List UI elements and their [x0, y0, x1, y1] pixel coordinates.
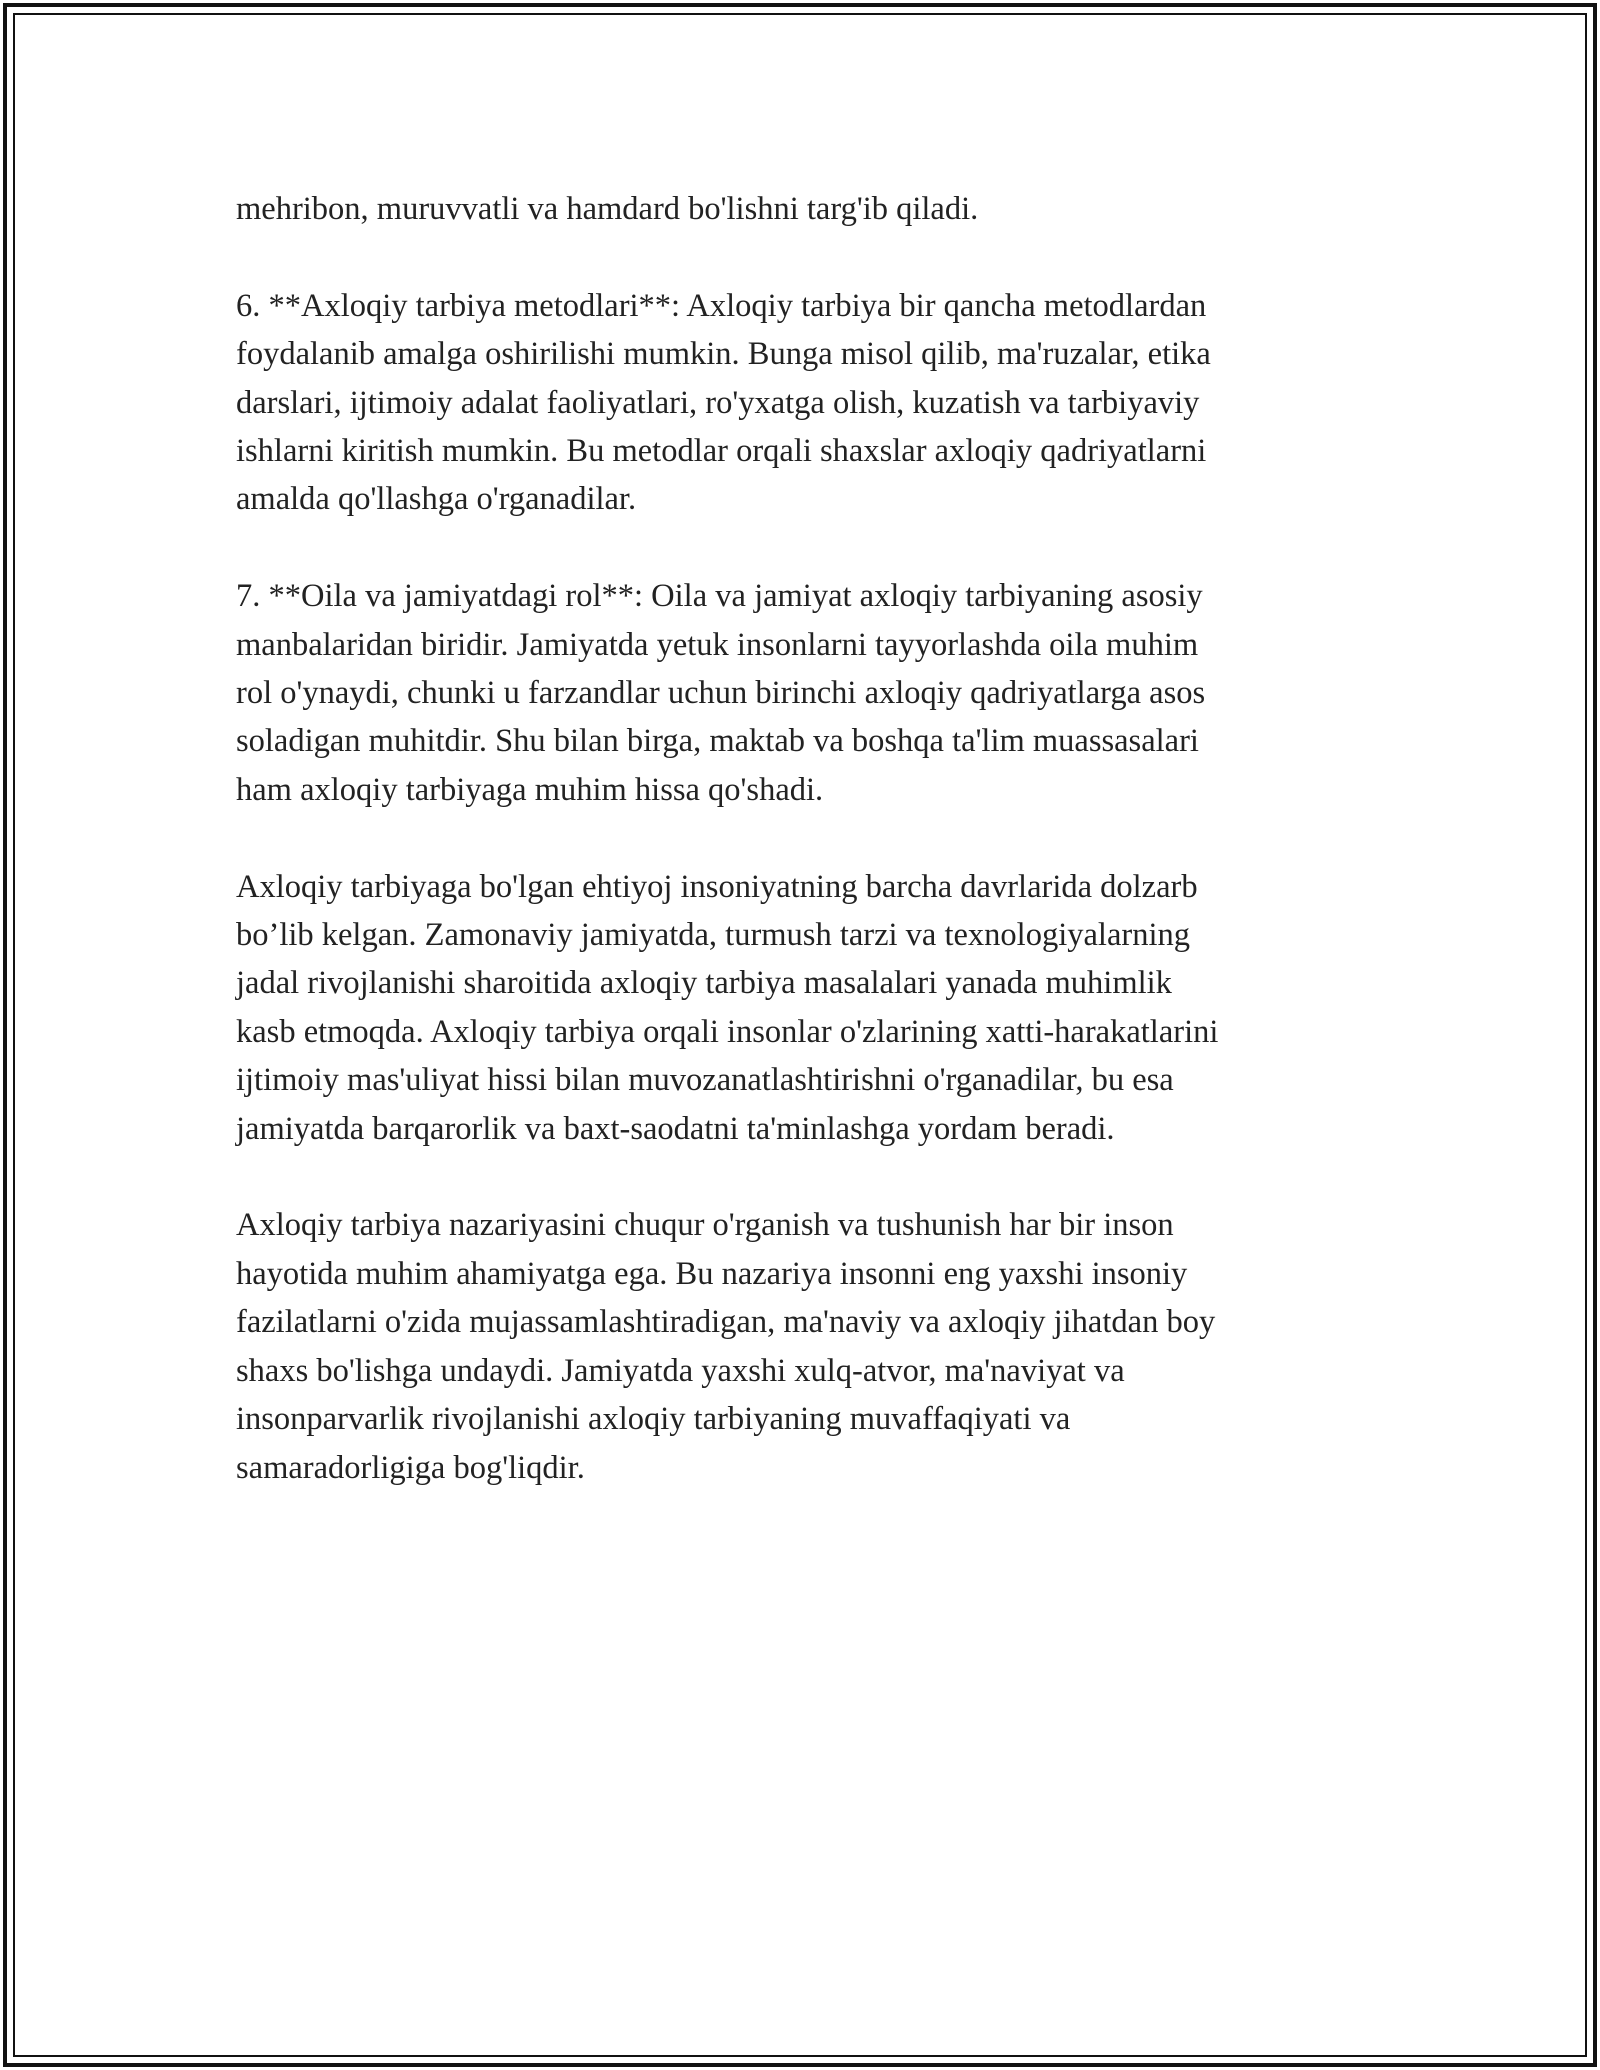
paragraph-continuation: mehribon, muruvvatli va hamdard bo'lishni targ'ib qiladi.	[236, 191, 979, 227]
paragraph-need: Axloqiy tarbiyaga bo'lgan ehtiyoj insoniyatning barcha davrlarida dolzarb bo’lib kelgan. Zamonaviy jamiyatda, turmush tarzi va texnologiyalarning jadal rivojlanishi sharoitida axloqiy tarbiya masalalari yanada muhimlik kasb etmoqda. Axloqiy tarbiya orqali insonlar o'zlarining xatti-harakatlarini ijtimoiy mas'uliyat hissi bilan muvozanatlashtirishni o'rganadilar, bu esa jamiyatda barqarorlik va baxt-saodatni ta'minlashga yordam beradi.	[236, 868, 1219, 1147]
paragraph-conclusion: Axloqiy tarbiya nazariyasini chuqur o'rganish va tushunish har bir inson hayotida muhim ahamiyatga ega. Bu nazariya insonni eng yaxshi insoniy fazilatlarni o'zida mujassamlashtiradigan, ma'naviy va axloqiy jihatdan boy shaxs bo'lishga undaydi. Jamiyatda yaxshi xulq-atvor, ma'naviyat va insonparvarlik rivojlanishi axloqiy tarbiyaning muvaffaqiyati va samaradorligiga bog'liqdir.	[236, 1207, 1216, 1486]
document-body	[236, 185, 1376, 1540]
paragraph-methods: 6. **Axloqiy tarbiya metodlari**: Axloqiy tarbiya bir qancha metodlardan foydalanib amalga oshirilishi mumkin. Bunga misol qilib, ma'ruzalar, etika darslari, ijtimoiy adalat faoliyatlari, ro'yxatga olish, kuzatish va tarbiyaviy ishlarni kiritish mumkin. Bu metodlar orqali shaxslar axloqiy qadriyatlarni amalda qo'llashga o'rganadilar.	[236, 287, 1211, 518]
paragraph-family-role: 7. **Oila va jamiyatdagi rol**: Oila va jamiyat axloqiy tarbiyaning asosiy manbalaridan biridir. Jamiyatda yetuk insonlarni tayyorlashda oila muhim rol o'ynaydi, chunki u farzandlar uchun birinchi axloqiy qadriyatlarga asos soladigan muhitdir. Shu bilan birga, maktab va boshqa ta'lim muassasalari ham axloqiy tarbiyaga muhim hissa qo'shadi.	[236, 578, 1206, 808]
